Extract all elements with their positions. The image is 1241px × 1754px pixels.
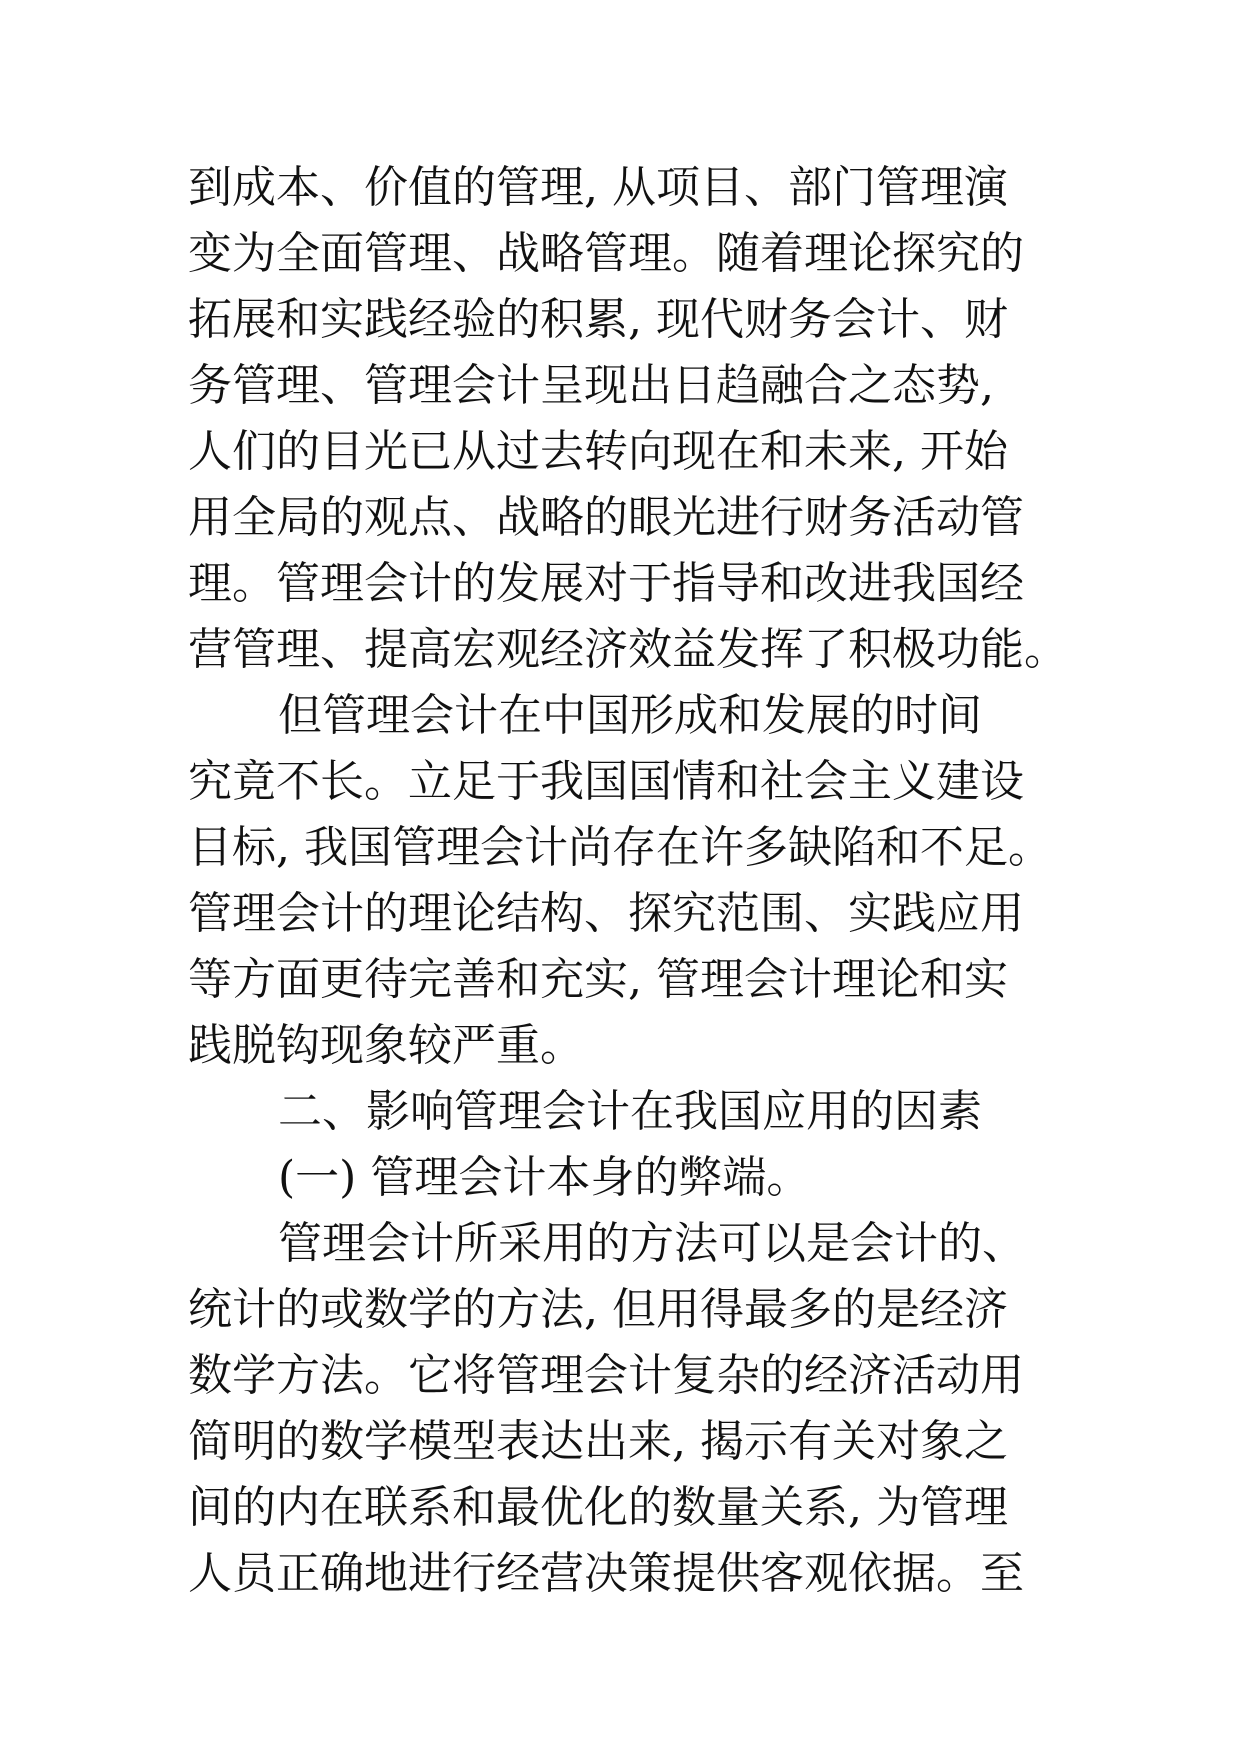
text-line-12: 管理会计的理论结构、探究范围、实践应用	[188, 888, 1024, 939]
text-line-1: 到成本、价值的管理, 从项目、部门管理演	[188, 162, 1008, 213]
text-line-22: 人员正确地进行经营决策提供客观依据。至	[188, 1548, 1024, 1599]
subsection-heading: (一) 管理会计本身的弊端。	[278, 1152, 811, 1203]
text-line-5: 人们的目光已从过去转向现在和未来, 开始	[188, 426, 1008, 477]
text-line-18: 统计的或数学的方法, 但用得最多的是经济	[188, 1284, 1008, 1335]
text-line-4: 务管理、管理会计呈现出日趋融合之态势,	[188, 360, 994, 411]
text-line-2: 变为全面管理、战略管理。随着理论探究的	[188, 228, 1024, 279]
text-line-11: 目标, 我国管理会计尚存在许多缺陷和不足。	[188, 822, 1052, 873]
text-line-13: 等方面更待完善和充实, 管理会计理论和实	[188, 954, 1008, 1005]
paragraph-2-first-line: 但管理会计在中国形成和发展的时间	[278, 690, 982, 741]
text-line-6: 用全局的观点、战略的眼光进行财务活动管	[188, 492, 1024, 543]
paragraph-3-first-line: 管理会计所采用的方法可以是会计的、	[278, 1218, 1026, 1269]
text-line-7: 理。管理会计的发展对于指导和改进我国经	[188, 558, 1024, 609]
text-line-8: 营管理、提高宏观经济效益发挥了积极功能。	[188, 624, 1068, 675]
text-line-10: 究竟不长。立足于我国国情和社会主义建设	[188, 756, 1024, 807]
text-line-14: 践脱钩现象较严重。	[188, 1020, 584, 1071]
text-line-19: 数学方法。它将管理会计复杂的经济活动用	[188, 1350, 1024, 1401]
text-line-20: 简明的数学模型表达出来, 揭示有关对象之	[188, 1416, 1008, 1467]
text-line-3: 拓展和实践经验的积累, 现代财务会计、财	[188, 294, 1008, 345]
section-heading: 二、影响管理会计在我国应用的因素	[278, 1086, 982, 1137]
text-line-21: 间的内在联系和最优化的数量关系, 为管理	[188, 1482, 1008, 1533]
